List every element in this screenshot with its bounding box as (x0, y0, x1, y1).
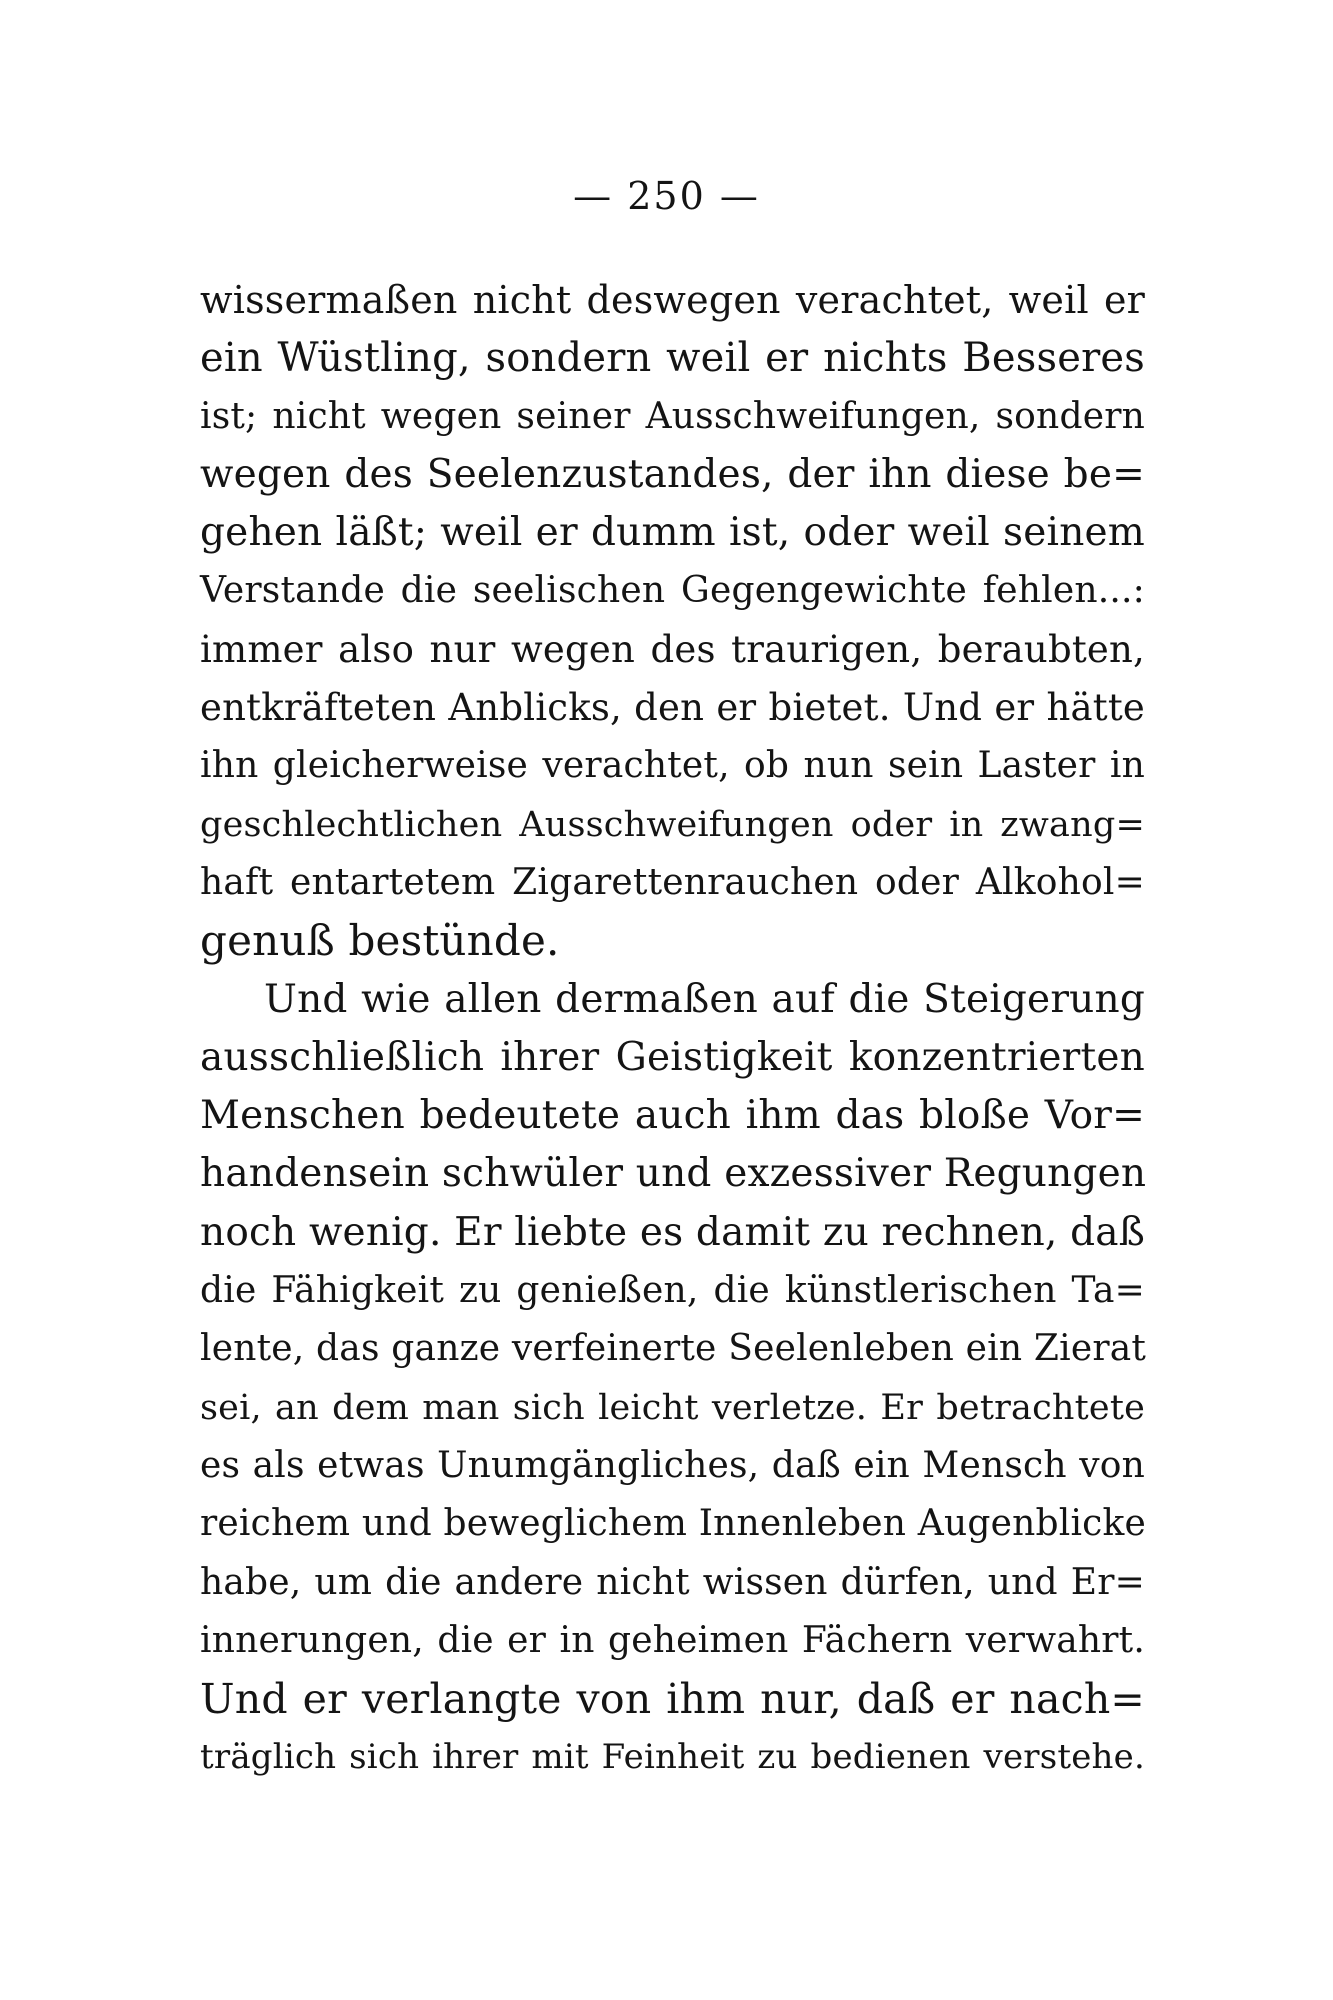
text-line: sei, an dem man sich leicht verletze. Er betrachtete (200, 1387, 1145, 1428)
text-line: träglich sich ihrer mit Feinheit zu bedienen verstehe. (200, 1737, 1145, 1778)
text-line: reichem und beweglichem Innenleben Augenblicke (200, 1503, 1147, 1545)
text-line: die Fähigkeit zu genießen, die künstlerischen Ta= (200, 1270, 1145, 1312)
text-line: entkräfteten Anblicks, den er bietet. Und er hätte (200, 686, 1145, 730)
text-line: Menschen bedeutete auch ihm das bloße Vor= (200, 1093, 1145, 1139)
paragraph-2 (200, 971, 1145, 1787)
text-line: ein Wüstling, sondern weil er nichts Besseres (200, 335, 1145, 382)
text-line: ist; nicht wegen seiner Ausschweifungen, sondern (200, 395, 1145, 437)
body-text (200, 271, 1145, 1787)
text-line: genuß bestünde. (200, 916, 560, 966)
text-line: Und er verlangte von ihm nur, daß er nach= (200, 1675, 1145, 1724)
text-line: gehen läßt; weil er dumm ist, oder weil seinem (200, 510, 1145, 556)
text-line: ausschließlich ihrer Geistigkeit konzentrierten (200, 1034, 1145, 1080)
page-number: — 250 — (573, 174, 760, 218)
text-line: wegen des Seelenzustandes, der ihn diese be= (200, 451, 1145, 497)
text-line: ihn gleicherweise verachtet, ob nun sein Laster in (200, 745, 1145, 787)
text-line: lente, das ganze verfeinerte Seelenleben ein Zierat (200, 1328, 1147, 1370)
text-line: habe, um die andere nicht wissen dürfen, und Er= (200, 1561, 1145, 1603)
text-line: Und wie allen dermaßen auf die Steigerung (264, 976, 1145, 1022)
text-line: handensein schwüler und exzessiver Regungen (200, 1151, 1147, 1197)
text-line: noch wenig. Er liebte es damit zu rechnen, daß (200, 1209, 1145, 1255)
text-line: geschlechtlichen Ausschweifungen oder in zwang= (200, 804, 1145, 845)
text-line: Verstande die seelischen Gegengewichte fehlen...: (200, 570, 1145, 612)
text-line: immer also nur wegen des traurigen, beraubten, (200, 627, 1145, 671)
text-line: innerungen, die er in geheimen Fächern verwahrt. (200, 1619, 1145, 1661)
text-line: haft entartetem Zigarettenrauchen oder Alkohol= (200, 861, 1145, 903)
text-line: es als etwas Unumgängliches, daß ein Mensch von (200, 1444, 1145, 1486)
paragraph-1 (200, 271, 1145, 971)
text-line: wissermaßen nicht deswegen verachtet, weil er (200, 278, 1145, 322)
